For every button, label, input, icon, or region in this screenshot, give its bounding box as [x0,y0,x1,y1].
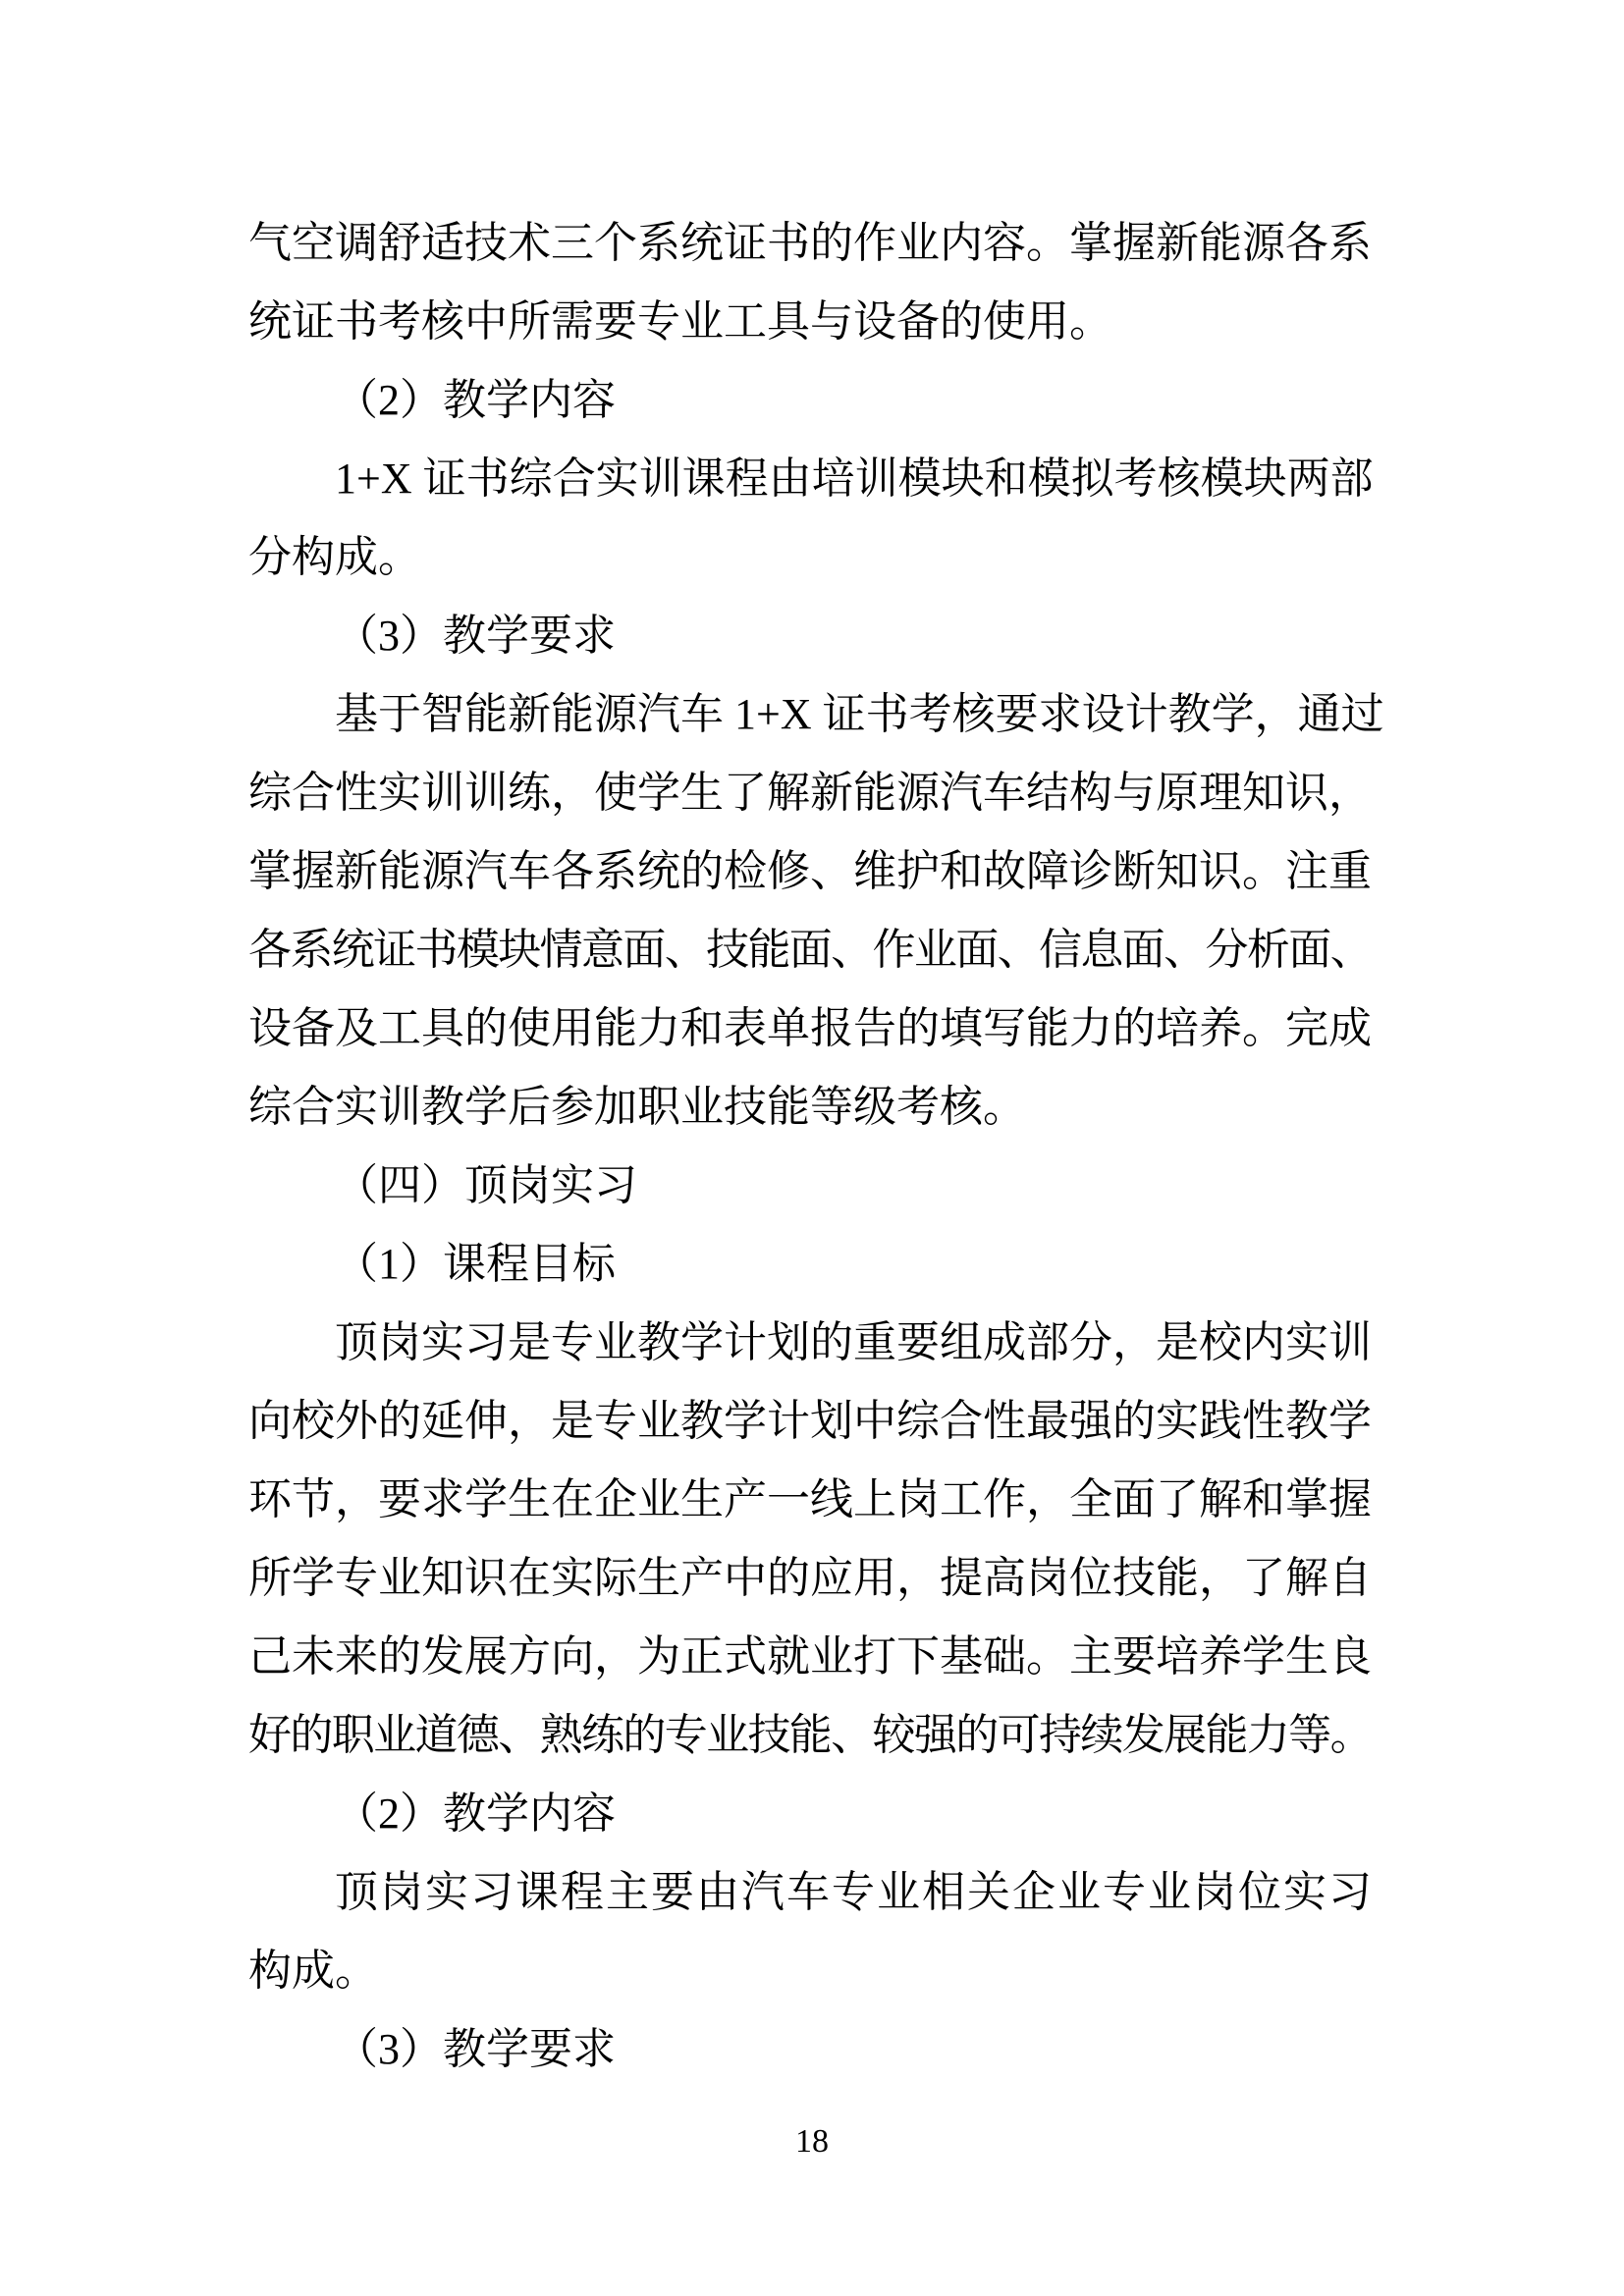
page-number: 18 [795,2123,829,2160]
text-line: 所学专业知识在实际生产中的应用，提高岗位技能，了解自 [248,1554,1372,1602]
text-line: 向校外的延伸，是专业教学计划中综合性最强的实践性教学 [248,1397,1372,1445]
text-line: 好的职业道德、熟练的专业技能、较强的可持续发展能力等。 [248,1711,1372,1759]
text-line: 综合实训教学后参加职业技能等级考核。 [248,1083,1026,1131]
text-line: （3）教学要求 [335,2025,616,2073]
text-line: 顶岗实习课程主要由汽车专业相关企业专业岗位实习 [335,1868,1372,1916]
text-line: 环节，要求学生在企业生产一线上岗工作，全面了解和掌握 [248,1475,1372,1523]
text-line: （四）顶岗实习 [335,1161,637,1209]
text-line: 己未来的发展方向，为正式就业打下基础。主要培养学生良 [248,1632,1372,1681]
text-line: 综合性实训训练，使学生了解新能源汽车结构与原理知识， [248,769,1372,817]
text-line: 设备及工具的使用能力和表单报告的填写能力的培养。完成 [248,1004,1372,1052]
text-line: 构成。 [248,1947,378,1995]
text-line: 分构成。 [248,533,421,581]
text-line: （1）课程目标 [335,1240,616,1288]
text-block [248,204,1384,2089]
text-line: 1+X 证书综合实训课程由培训模块和模拟考核模块两部 [335,454,1374,503]
text-line: 统证书考核中所需要专业工具与设备的使用。 [248,297,1112,346]
text-line: （3）教学要求 [335,612,616,660]
text-line: （2）教学内容 [335,376,616,424]
text-line: 顶岗实习是专业教学计划的重要组成部分，是校内实训 [335,1318,1372,1366]
text-line: 各系统证书模块情意面、技能面、作业面、信息面、分析面、 [248,926,1372,974]
text-line: 掌握新能源汽车各系统的检修、维护和故障诊断知识。注重 [248,847,1372,895]
text-line: 气空调舒适技术三个系统证书的作业内容。掌握新能源各系 [248,219,1372,267]
text-line: （2）教学内容 [335,1789,616,1838]
text-line: 基于智能新能源汽车 1+X 证书考核要求设计教学，通过 [335,690,1384,738]
